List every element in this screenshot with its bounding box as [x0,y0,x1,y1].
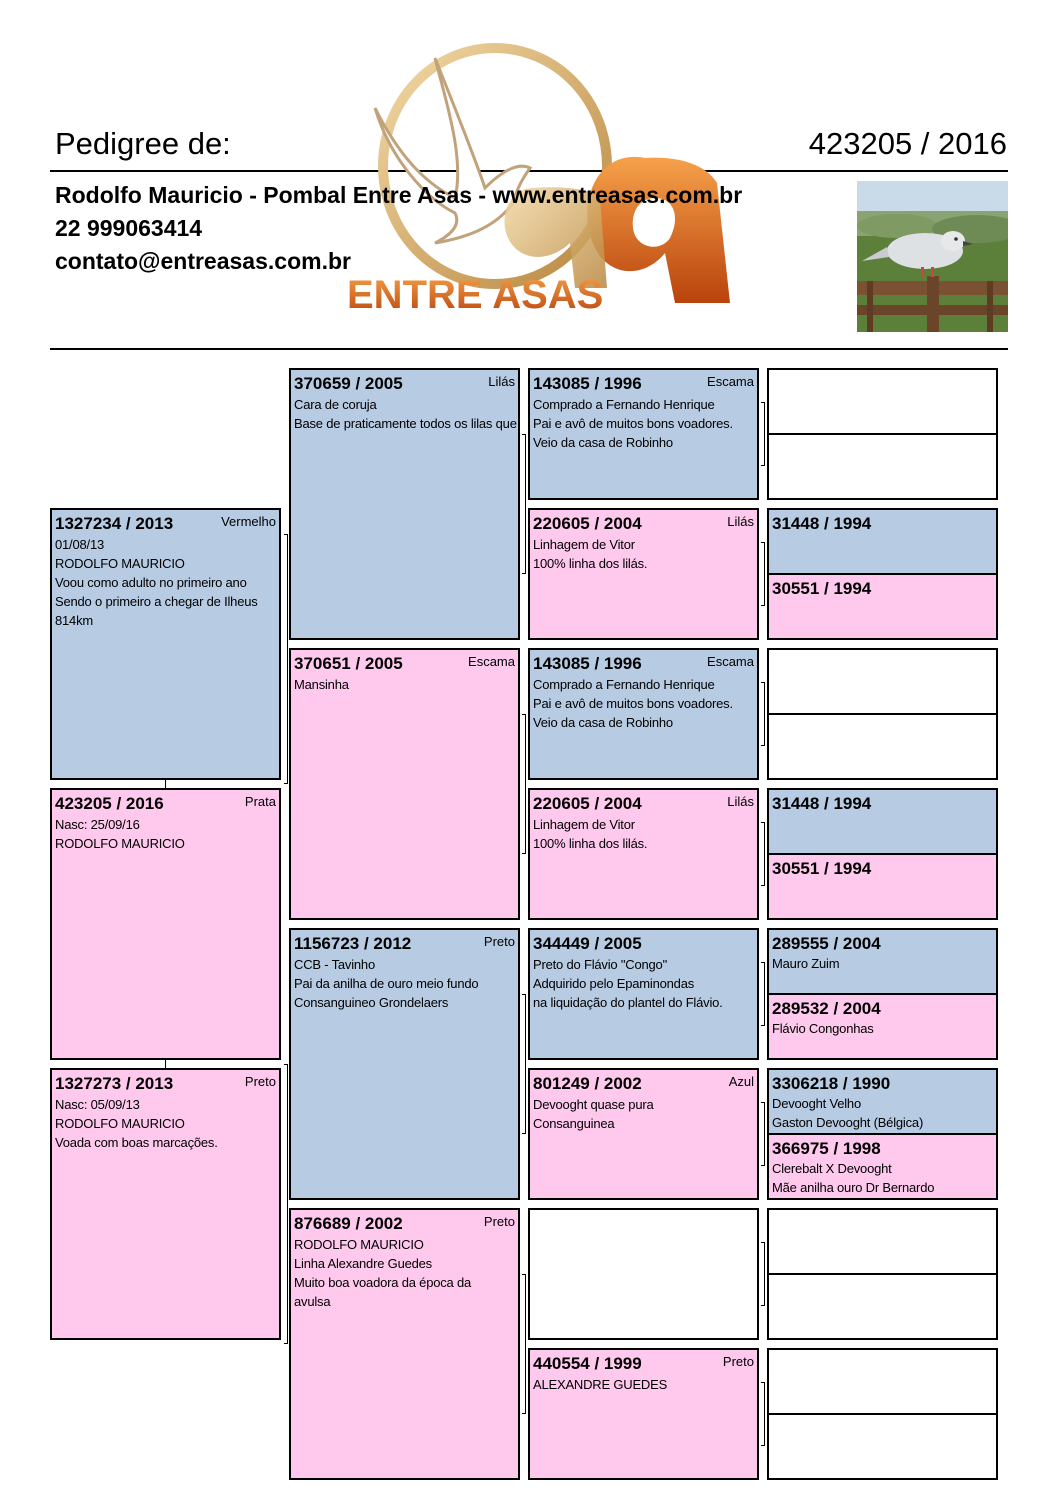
connector-bracket [761,822,765,886]
connector-bracket [761,542,765,606]
gen3-card-empty [528,1208,759,1340]
gen4-sire [769,930,996,995]
gen2-ring: 1156723 / 2012 [294,934,412,953]
gen3-info-line: na liquidação do plantel do Flávio. [533,995,723,1010]
gen2-color: Preto [483,1214,515,1229]
connector-bracket [284,1064,288,1344]
gen3-info-line: Adquirido pelo Epaminondas [533,976,695,991]
gen2-card [289,648,520,920]
gen4-sire [769,1070,996,1135]
dam-card [50,1068,281,1340]
gen4-card [767,508,998,640]
gen2-color: Preto [483,934,515,949]
connector-bracket [761,1382,765,1446]
sire-info-line: 814km [55,613,94,628]
gen3-color: Azul [728,1074,754,1089]
gen3-ring: 801249 / 2002 [533,1074,642,1093]
gen3-color: Escama [707,654,754,669]
gen4-card [767,1208,998,1340]
phone-number: 22 999063414 [55,215,203,241]
gen3-info-line: 100% linha dos lilás. [533,836,648,851]
gen4-sire-ring: 31448 / 1994 [772,794,872,813]
connector-line [165,1060,166,1068]
gen3-info-line: Veio da casa de Robinho [533,435,673,450]
gen4-card [767,1348,998,1480]
connector-line [165,780,166,788]
gen2-info-line: Pai da anilha de ouro meio fundo [294,976,479,991]
dam-info-line: Nasc: 05/09/13 [55,1097,140,1112]
gen2-info-line: Muito boa voadora da época da [294,1275,472,1290]
connector-bracket [522,434,526,574]
gen2-info-line: Base de praticamente todos os lilas que [294,416,517,431]
gen2-card [289,1208,520,1480]
connector-bracket [761,402,765,466]
gen4-sire-ring: 289555 / 2004 [772,934,881,953]
gen3-card [528,928,759,1060]
subject-ring-number: 423205 / 2016 [808,126,1007,161]
subject-info-line: Nasc: 25/09/16 [55,817,140,832]
gen4-card [767,788,998,920]
gen3-info-line: Comprado a Fernando Henrique [533,677,715,692]
subject-ring: 423205 / 2016 [55,794,164,813]
sire-info-line: Voou como adulto no primeiro ano [55,575,247,590]
connector-bracket [522,1274,526,1414]
gen4-sire [769,790,996,855]
gen3-info-line: 100% linha dos lilás. [533,556,648,571]
sire-color: Vermelho [221,514,276,529]
gen3-info-line: Linhagem de Vitor [533,817,635,832]
gen3-card [528,648,759,780]
gen4-info-line: Clerebalt X Devooght [772,1161,892,1176]
email-address: contato@entreasas.com.br [55,248,351,274]
dam-ring: 1327273 / 2013 [55,1074,174,1093]
gen4-info-line: Flávio Congonhas [772,1021,874,1036]
gen4-dam [769,1133,996,1198]
gen3-card [528,1068,759,1200]
gen2-info-line: Linha Alexandre Guedes [294,1256,432,1271]
gen4-dam-ring: 30551 / 1994 [772,579,872,598]
connector-bracket [522,994,526,1134]
gen2-card [289,928,520,1200]
gen3-ring: 143085 / 1996 [533,654,642,673]
gen4-dam [769,993,996,1058]
gen3-info-line: Consanguinea [533,1116,615,1131]
gen2-color: Escama [468,654,515,669]
sire-info-line: RODOLFO MAURICIO [55,556,185,571]
sire-info-line: 01/08/13 [55,537,105,552]
gen3-info-line: Preto do Flávio "Congo" [533,957,667,972]
gen2-ring: 370651 / 2005 [294,654,403,673]
subject-info-line: RODOLFO MAURICIO [55,836,185,851]
gen3-ring: 220605 / 2004 [533,794,642,813]
gen4-sire [769,510,996,575]
gen3-card [528,1348,759,1480]
gen3-color: Lilás [727,514,754,529]
gen2-info-line: RODOLFO MAURICIO [294,1237,424,1252]
gen4-sire-ring: 31448 / 1994 [772,514,872,533]
gen3-info-line: Pai e avô de muitos bons voadores. [533,696,733,711]
gen4-dam-ring: 289532 / 2004 [772,999,881,1018]
gen2-ring: 876689 / 2002 [294,1214,403,1233]
gen3-card [528,368,759,500]
entre-asas-logo [345,38,740,323]
logo-wordmark: ENTRE ASAS [347,273,604,317]
gen4-card [767,368,998,500]
sire-info-line: Sendo o primeiro a chegar de Ilheus [55,594,258,609]
pigeon-photo [857,181,1008,332]
gen4-card [767,648,998,780]
gen3-info-line: ALEXANDRE GUEDES [533,1377,668,1392]
subject-card [50,788,281,1060]
gen4-info-line: Devooght Velho [772,1096,861,1111]
page-title: Pedigree de: [55,126,231,161]
gen4-info-line: Gaston Devooght (Bélgica) [772,1115,924,1130]
gen4-card [767,928,998,1060]
connector-bracket [761,1242,765,1306]
owner-line: Rodolfo Mauricio - Pombal Entre Asas - www.entreasas.com.br [55,182,743,208]
connector-bracket [761,1102,765,1166]
gen4-sire-ring: 3306218 / 1990 [772,1074,891,1093]
gen3-ring: 344449 / 2005 [533,934,642,953]
gen2-card [289,368,520,640]
dam-info-line: Voada com boas marcações. [55,1135,218,1150]
gen4-dam-ring: 30551 / 1994 [772,859,872,878]
connector-bracket [284,534,288,784]
gen3-ring: 143085 / 1996 [533,374,642,393]
connector-bracket [522,714,526,854]
gen2-info-line: avulsa [294,1294,331,1309]
gen2-info-line: Cara de coruja [294,397,377,412]
connector-bracket [761,962,765,1026]
gen3-color: Preto [722,1354,754,1369]
gen3-card [528,508,759,640]
gen4-dam-ring: 366975 / 1998 [772,1139,881,1158]
sire-ring: 1327234 / 2013 [55,514,174,533]
subject-color: Prata [244,794,276,809]
gen3-ring: 220605 / 2004 [533,514,642,533]
gen2-info-line: Consanguineo Grondelaers [294,995,449,1010]
gen4-info-line: Mauro Zuim [772,956,840,971]
gen4-info-line: Mãe anilha ouro Dr Bernardo [772,1180,935,1195]
section-divider [50,348,1008,350]
gen3-info-line: Pai e avô de muitos bons voadores. [533,416,733,431]
gen3-info-line: Linhagem de Vitor [533,537,635,552]
gen3-ring: 440554 / 1999 [533,1354,642,1373]
gen2-color: Lilás [488,374,515,389]
gen2-ring: 370659 / 2005 [294,374,403,393]
gen4-dam [769,573,996,638]
gen3-color: Lilás [727,794,754,809]
gen3-card [528,788,759,920]
gen2-info-line: Mansinha [294,677,349,692]
dam-info-line: RODOLFO MAURICIO [55,1116,185,1131]
connector-bracket [761,682,765,746]
dam-color: Preto [244,1074,276,1089]
sire-card [50,508,281,780]
gen2-info-line: CCB - Tavinho [294,957,375,972]
gen3-color: Escama [707,374,754,389]
gen3-info-line: Veio da casa de Robinho [533,715,673,730]
gen3-info-line: Devooght quase pura [533,1097,654,1112]
gen4-card [767,1068,998,1200]
gen3-info-line: Comprado a Fernando Henrique [533,397,715,412]
gen4-dam [769,853,996,918]
